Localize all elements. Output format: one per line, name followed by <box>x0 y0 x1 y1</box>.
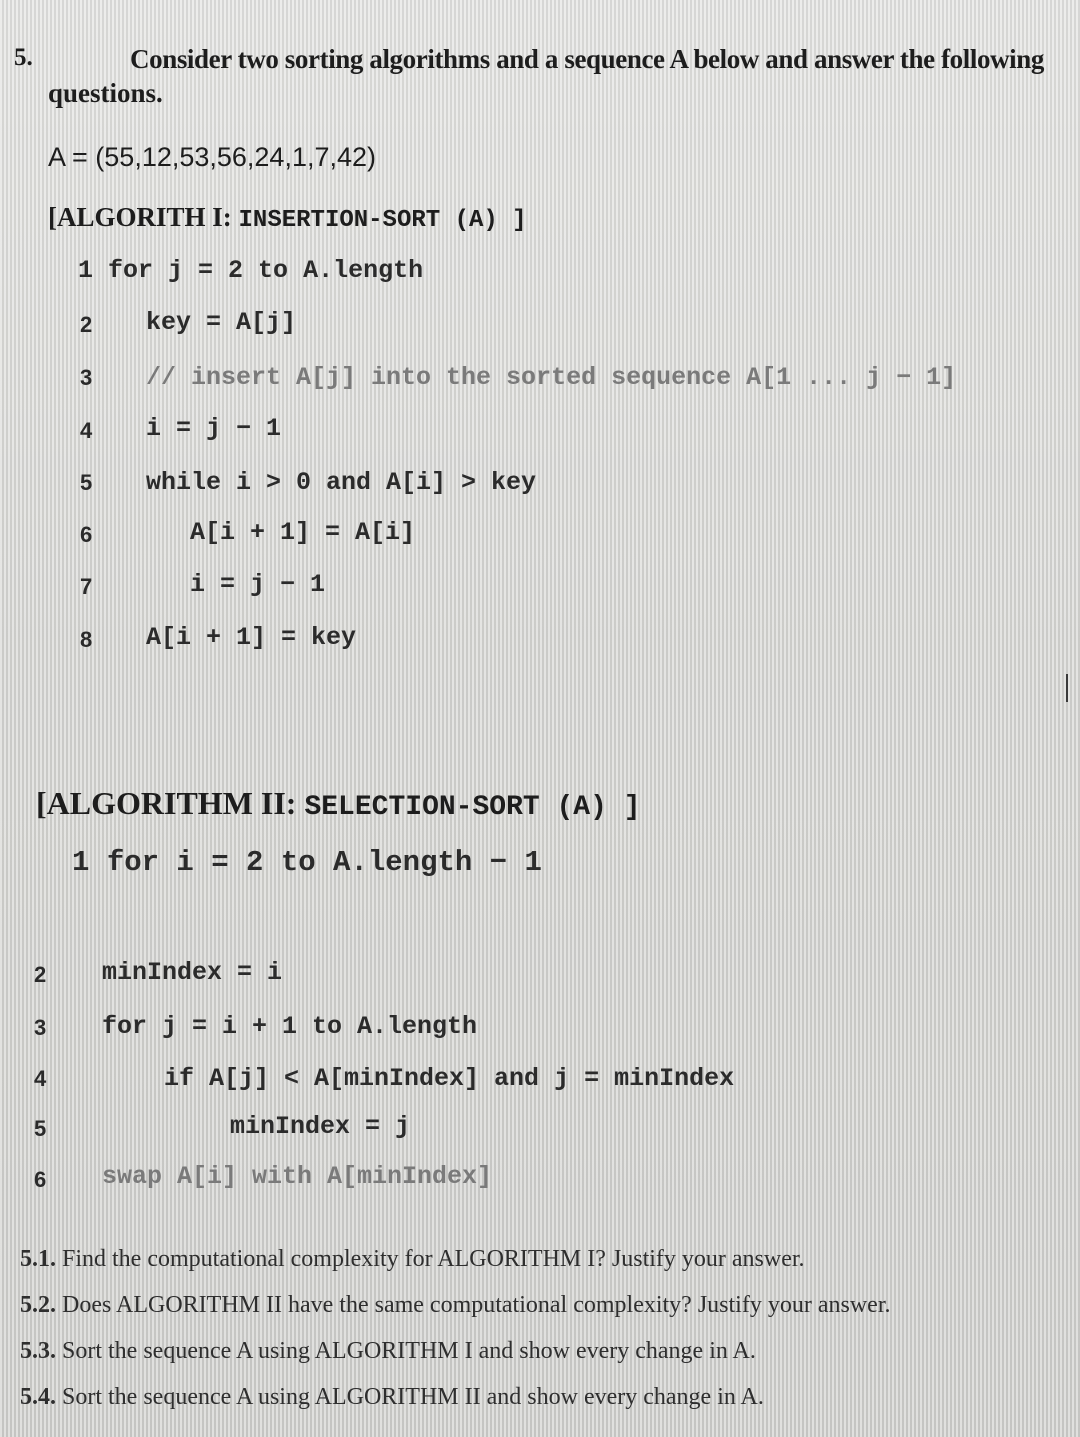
alg1-line-text-4: i = j − 1 <box>146 414 282 443</box>
alg2-line-text-6: swap A[i] with A[minIndex] <box>102 1162 493 1191</box>
alg2-line-number-5: 5 <box>34 1116 47 1141</box>
alg1-line-number: 1 <box>78 256 94 285</box>
alg2-line-text-3: for j = i + 1 to A.length <box>102 1012 478 1041</box>
alg2-line-text-2: minIndex = i <box>102 958 283 987</box>
algorithm1-heading-name: INSERTION-SORT (A) ] <box>238 207 527 234</box>
algorithm2-heading-label: [ALGORITHM II: <box>36 785 305 821</box>
alg1-line-text: for j = 2 to A.length <box>108 256 424 285</box>
question-intro-line1: Consider two sorting algorithms and a sequence A below and answer the following <box>130 44 1044 74</box>
subquestion-text: Find the computational complexity for ALGORITHM I? Justify your answer. <box>62 1246 805 1272</box>
alg2-line-number: 1 <box>72 846 90 879</box>
alg1-line-number-7: 7 <box>80 574 93 599</box>
alg1-line-number-2: 2 <box>80 312 93 337</box>
alg1-line-number-3: 3 <box>80 365 93 390</box>
algorithm1-heading-label: [ALGORITH I: <box>48 202 239 232</box>
alg2-line-number-3: 3 <box>34 1015 47 1040</box>
question-intro-line2: questions. <box>48 78 163 108</box>
alg2-line-text-5: minIndex = j <box>230 1112 411 1141</box>
subquestion-text: Sort the sequence A using ALGORITHM II and show every change in A. <box>62 1384 764 1410</box>
subquestion-number: 5.3. <box>20 1338 56 1364</box>
subquestion-5-2 <box>20 1292 890 1319</box>
alg2-line-number-6: 6 <box>34 1167 47 1192</box>
alg2-line-text: for i = 2 to A.length − 1 <box>106 846 542 879</box>
subquestion-number: 5.1. <box>20 1246 56 1272</box>
alg1-line-text-6: A[i + 1] = A[i] <box>190 518 416 547</box>
alg1-line-text-3: // insert A[j] into the sorted sequence A[1 ... j − 1] <box>146 363 957 392</box>
subquestion-number: 5.4. <box>20 1384 56 1410</box>
alg1-line-number-5: 5 <box>80 470 93 495</box>
alg1-line-number-6: 6 <box>80 522 93 547</box>
question-number: 5. <box>14 44 33 71</box>
subquestion-text: Does ALGORITHM II have the same computational complexity? Justify your answer. <box>62 1292 891 1318</box>
alg2-line-text-4: if A[j] < A[minIndex] and j = minIndex <box>164 1064 735 1093</box>
alg1-line-text-7: i = j − 1 <box>190 570 326 599</box>
subquestion-5-4 <box>20 1384 764 1411</box>
subquestion-text: Sort the sequence A using ALGORITHM I and show every change in A. <box>62 1338 756 1364</box>
alg1-line-text-5: while i > 0 and A[i] > key <box>146 468 537 497</box>
alg1-line-number-8: 8 <box>80 627 93 652</box>
sequence-definition: A = (55,12,53,56,24,1,7,42) <box>48 142 377 172</box>
alg2-line-1 <box>72 846 542 879</box>
alg1-line-number-4: 4 <box>80 418 93 443</box>
alg1-line-text-8: A[i + 1] = key <box>146 623 357 652</box>
alg1-line-1 <box>78 256 423 285</box>
alg2-line-number-2: 2 <box>34 962 47 987</box>
subquestion-5-1 <box>20 1246 805 1273</box>
algorithm2-heading <box>36 785 641 823</box>
subquestion-number: 5.2. <box>20 1292 56 1318</box>
alg2-line-number-4: 4 <box>34 1066 47 1091</box>
algorithm1-heading <box>48 202 527 234</box>
subquestion-5-3 <box>20 1338 756 1365</box>
alg1-line-text-2: key = A[j] <box>146 308 297 337</box>
margin-mark <box>1066 674 1068 702</box>
algorithm2-heading-name: SELECTION-SORT (A) ] <box>304 792 641 823</box>
